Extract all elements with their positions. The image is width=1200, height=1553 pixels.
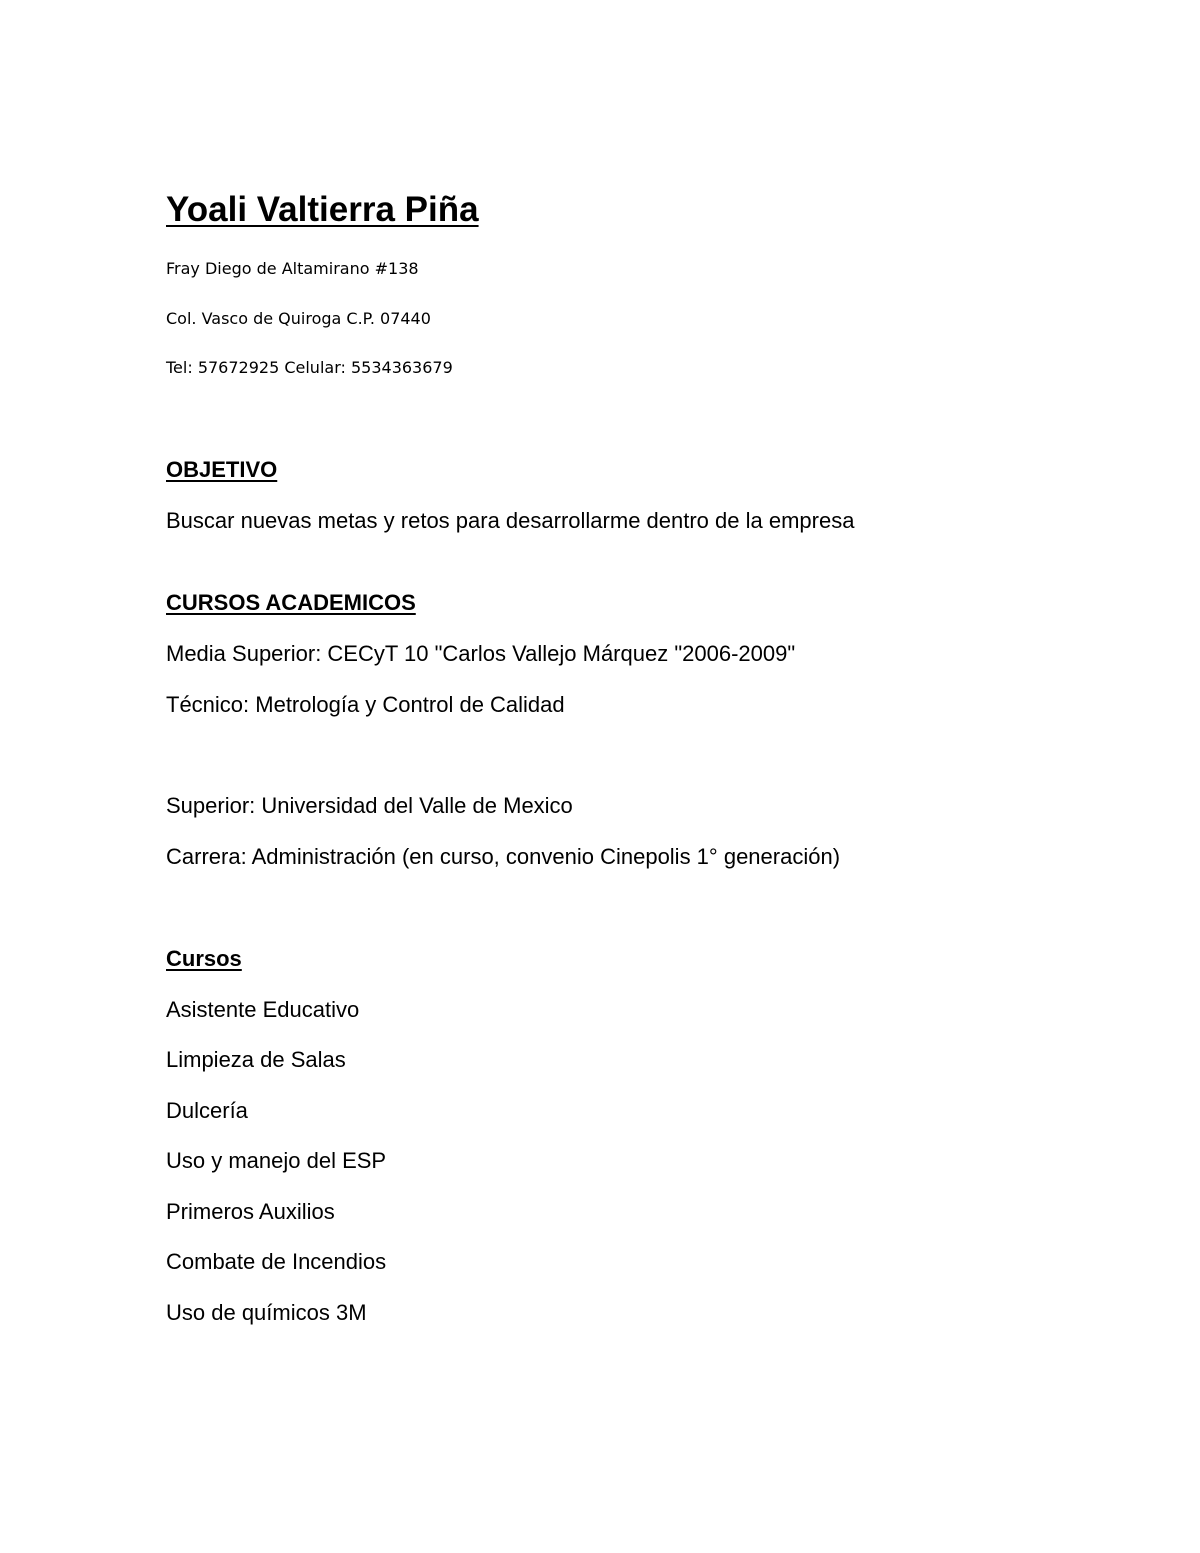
cursos-academicos-heading: CURSOS ACADEMICOS xyxy=(166,590,416,615)
list-item: Limpieza de Salas xyxy=(166,1047,346,1072)
list-item: Primeros Auxilios xyxy=(166,1199,335,1224)
carrera-line: Carrera: Administración (en curso, convenio Cinepolis 1° generación) xyxy=(166,844,841,869)
media-superior-line: Media Superior: CECyT 10 "Carlos Vallejo Márquez "2006-2009" xyxy=(166,641,796,666)
objetivo-text: Buscar nuevas metas y retos para desarrollarme dentro de la empresa xyxy=(166,508,855,533)
list-item: Uso de químicos 3M xyxy=(166,1300,367,1325)
tecnico-line: Técnico: Metrología y Control de Calidad xyxy=(166,692,565,717)
cursos-heading: Cursos xyxy=(166,946,242,971)
candidate-name: Yoali Valtierra Piña xyxy=(166,190,479,229)
phone-numbers: Tel: 57672925 Celular: 5534363679 xyxy=(166,358,453,377)
superior-line: Superior: Universidad del Valle de Mexico xyxy=(166,793,573,818)
list-item: Combate de Incendios xyxy=(166,1249,387,1274)
list-item: Uso y manejo del ESP xyxy=(166,1148,387,1173)
address-line-1: Fray Diego de Altamirano #138 xyxy=(166,259,419,278)
address-line-2: Col. Vasco de Quiroga C.P. 07440 xyxy=(166,309,431,328)
objetivo-heading: OBJETIVO xyxy=(166,457,278,482)
list-item: Asistente Educativo xyxy=(166,997,360,1022)
list-item: Dulcería xyxy=(166,1098,248,1123)
